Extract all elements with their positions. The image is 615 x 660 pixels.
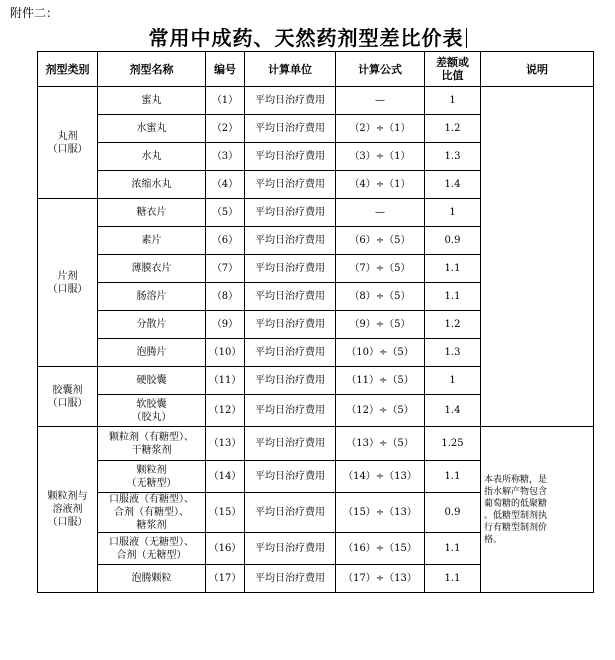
number-cell: （9） (206, 311, 245, 339)
form-name-cell (98, 199, 206, 227)
number-cell: （16） (206, 533, 245, 565)
form-name-text: 硬胶囊 (136, 375, 167, 386)
ratio-cell: 1.1 (425, 565, 481, 593)
unit-cell: 平均日治疗费用 (245, 311, 336, 339)
ratio-cell: 1.1 (425, 283, 481, 311)
category-text: （口服） (47, 143, 88, 155)
formula-cell: （2）÷（1） (336, 115, 425, 143)
number-cell: （10） (206, 339, 245, 367)
form-name-text: 颗粒剂（有糖型）、 (109, 431, 194, 443)
ratio-cell: 1 (425, 367, 481, 395)
form-name-text: 合剂（无糖型） (116, 549, 187, 561)
number-cell: （6） (206, 227, 245, 255)
header-ratio (425, 52, 481, 87)
form-name-text: 素片 (141, 235, 162, 246)
form-name-text: 颗粒剂 (136, 464, 167, 476)
form-name-text: 蜜丸 (141, 95, 162, 106)
category-text: 胶囊剂 (52, 384, 83, 396)
number-cell: （2） (206, 115, 245, 143)
form-name-cell (98, 227, 206, 255)
unit-cell: 平均日治疗费用 (245, 283, 336, 311)
header-formula: 计算公式 (336, 52, 425, 87)
formula-cell: （7）÷（5） (336, 255, 425, 283)
number-cell: （12） (206, 395, 245, 427)
table-row (38, 427, 594, 461)
note-cell (481, 427, 594, 593)
form-name-cell (98, 395, 206, 427)
form-name-text: 合剂（有糖型）、 (114, 507, 189, 518)
formula-cell: （13）÷（5） (336, 427, 425, 461)
dosage-category-cell (38, 367, 98, 427)
number-cell: （4） (206, 171, 245, 199)
category-text: 溶液剂 (52, 504, 83, 515)
formula-cell: （10）÷（5） (336, 339, 425, 367)
formula-cell: （16）÷（15） (336, 533, 425, 565)
ratio-cell: 1.3 (425, 143, 481, 171)
ratio-cell: 1 (425, 87, 481, 115)
unit-cell: 平均日治疗费用 (245, 143, 336, 171)
unit-cell: 平均日治疗费用 (245, 493, 336, 533)
ratio-cell: 1.25 (425, 427, 481, 461)
header-unit: 计算单位 (245, 52, 336, 87)
formula-cell: （8）÷（5） (336, 283, 425, 311)
note-text: 本表所称糖，是 (484, 474, 548, 485)
form-name-cell (98, 115, 206, 143)
unit-cell: 平均日治疗费用 (245, 461, 336, 493)
form-name-text: 泡腾片 (136, 347, 167, 358)
header-category: 剂型类别 (38, 52, 98, 87)
unit-cell: 平均日治疗费用 (245, 533, 336, 565)
unit-cell: 平均日治疗费用 (245, 115, 336, 143)
form-name-text: 口服液（有糖型）、 (109, 494, 194, 505)
form-name-cell (98, 427, 206, 461)
form-name-cell (98, 461, 206, 493)
form-name-text: 糖浆剂 (136, 520, 167, 531)
form-name-text: 薄膜衣片 (131, 263, 172, 274)
formula-cell: （6）÷（5） (336, 227, 425, 255)
unit-cell: 平均日治疗费用 (245, 339, 336, 367)
category-text: （口服） (47, 517, 88, 528)
form-name-text: 软胶囊 (136, 398, 167, 410)
formula-cell: — (336, 87, 425, 115)
unit-cell: 平均日治疗费用 (245, 171, 336, 199)
title-text: 常用中成药、天然药剂型差比价表 (148, 26, 464, 50)
formula-cell: （12）÷（5） (336, 395, 425, 427)
number-cell: （13） (206, 427, 245, 461)
form-name-text: 干糖浆剂 (131, 444, 172, 456)
formula-cell: （4）÷（1） (336, 171, 425, 199)
form-name-cell (98, 311, 206, 339)
form-name-cell (98, 565, 206, 593)
category-text: 颗粒剂与 (47, 491, 88, 502)
form-name-text: 浓缩水丸 (131, 179, 172, 190)
unit-cell: 平均日治疗费用 (245, 565, 336, 593)
form-name-text: 糖衣片 (136, 207, 167, 218)
note-cell-empty (481, 87, 594, 427)
unit-cell: 平均日治疗费用 (245, 367, 336, 395)
note-text: 指水解产物包含 (484, 486, 548, 497)
ratio-cell: 1.1 (425, 533, 481, 565)
dosage-category-cell (38, 87, 98, 199)
form-name-text: （无糖型） (126, 477, 177, 489)
number-cell: （8） (206, 283, 245, 311)
form-name-cell (98, 367, 206, 395)
table-header-row (38, 52, 594, 87)
form-name-text: 水蜜丸 (136, 123, 167, 134)
number-cell: （1） (206, 87, 245, 115)
price-ratio-table (37, 51, 594, 593)
formula-cell: （15）÷（13） (336, 493, 425, 533)
form-name-cell (98, 87, 206, 115)
ratio-cell: 0.9 (425, 227, 481, 255)
form-name-cell (98, 255, 206, 283)
header-ratio-line1: 差额或 (436, 56, 469, 69)
dosage-category-cell (38, 427, 98, 593)
form-name-cell (98, 533, 206, 565)
form-name-text: 水丸 (141, 151, 162, 162)
category-text: 丸剂 (57, 130, 78, 142)
formula-cell: （14）÷（13） (336, 461, 425, 493)
page-title (0, 22, 615, 51)
number-cell: （3） (206, 143, 245, 171)
formula-cell: （17）÷（13） (336, 565, 425, 593)
form-name-cell (98, 493, 206, 533)
form-name-text: （胶丸） (131, 411, 172, 423)
ratio-cell: 1.2 (425, 115, 481, 143)
ratio-cell: 1.4 (425, 171, 481, 199)
header-name: 剂型名称 (98, 52, 206, 87)
ratio-cell: 1.1 (425, 255, 481, 283)
note-text: 。低糖型制剂执 (484, 510, 548, 521)
note-text: 葡萄糖的低聚糖 (484, 498, 548, 509)
table-body (38, 87, 594, 593)
form-name-cell (98, 171, 206, 199)
form-name-text: 口服液（无糖型）、 (109, 536, 194, 548)
form-name-cell (98, 143, 206, 171)
number-cell: （11） (206, 367, 245, 395)
formula-cell: （11）÷（5） (336, 367, 425, 395)
form-name-cell (98, 283, 206, 311)
number-cell: （14） (206, 461, 245, 493)
formula-cell: — (336, 199, 425, 227)
formula-cell: （3）÷（1） (336, 143, 425, 171)
unit-cell: 平均日治疗费用 (245, 427, 336, 461)
ratio-cell: 1.1 (425, 461, 481, 493)
ratio-cell: 1.4 (425, 395, 481, 427)
unit-cell: 平均日治疗费用 (245, 395, 336, 427)
unit-cell: 平均日治疗费用 (245, 87, 336, 115)
category-text: （口服） (47, 283, 88, 295)
number-cell: （17） (206, 565, 245, 593)
unit-cell: 平均日治疗费用 (245, 255, 336, 283)
note-text: 行有糖型制剂价 (484, 522, 548, 533)
table-row (38, 87, 594, 115)
unit-cell: 平均日治疗费用 (245, 199, 336, 227)
ratio-cell: 0.9 (425, 493, 481, 533)
form-name-text: 肠溶片 (136, 291, 167, 302)
category-text: （口服） (47, 397, 88, 409)
ratio-cell: 1.3 (425, 339, 481, 367)
header-number: 编号 (206, 52, 245, 87)
number-cell: （5） (206, 199, 245, 227)
note-text: 格。 (484, 534, 503, 545)
number-cell: （15） (206, 493, 245, 533)
header-ratio-line2: 比值 (441, 69, 464, 82)
ratio-cell: 1 (425, 199, 481, 227)
category-text: 片剂 (57, 270, 78, 282)
number-cell: （7） (206, 255, 245, 283)
unit-cell: 平均日治疗费用 (245, 227, 336, 255)
header-note: 说明 (481, 52, 594, 87)
dosage-category-cell (38, 199, 98, 367)
formula-cell: （9）÷（5） (336, 311, 425, 339)
ratio-cell: 1.2 (425, 311, 481, 339)
text-cursor (466, 28, 467, 48)
form-name-text: 泡腾颗粒 (131, 573, 172, 584)
attachment-label: 附件二： (10, 6, 59, 20)
form-name-text: 分散片 (136, 319, 167, 330)
form-name-cell (98, 339, 206, 367)
